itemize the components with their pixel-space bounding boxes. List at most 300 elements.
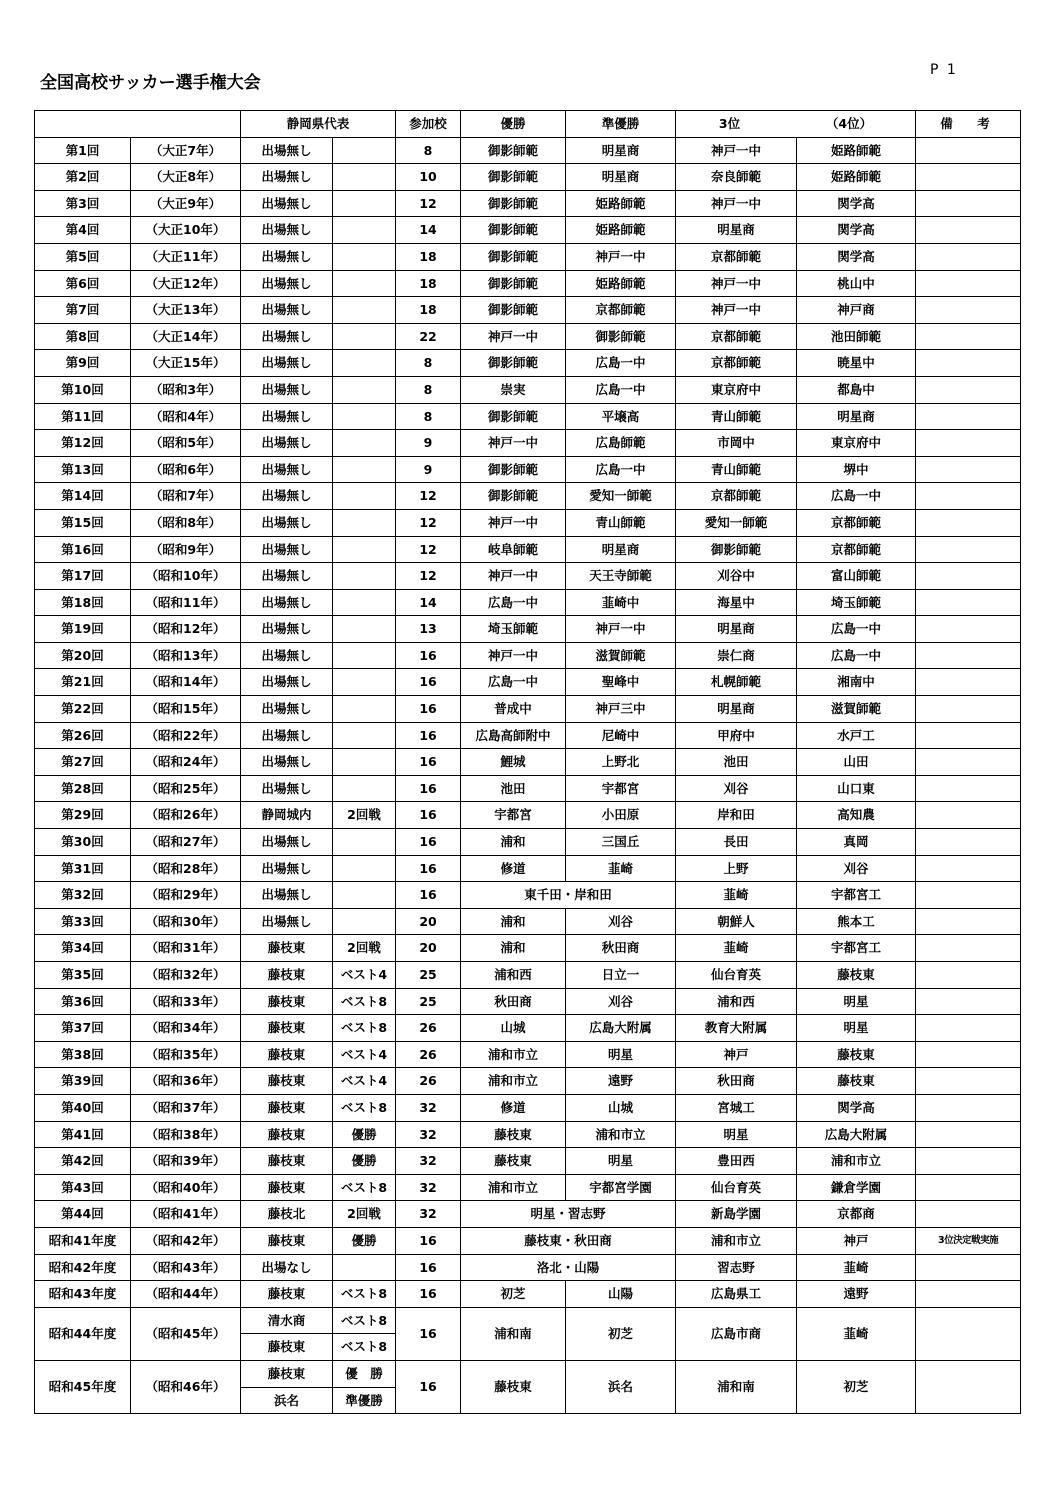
cell-runner-up: 韮崎 — [566, 855, 676, 882]
cell-winner: 鯉城 — [461, 749, 566, 776]
cell-winner-merged: 東千田・岸和田 — [461, 882, 676, 909]
cell-fourth-place: 宇都宮工 — [797, 935, 916, 962]
cell-shizuoka-result: ベスト8 — [333, 1307, 396, 1334]
cell-note — [916, 908, 1021, 935]
cell-fourth-place: 関学高 — [797, 1094, 916, 1121]
cell-winner: 修道 — [461, 1094, 566, 1121]
cell-edition-no: 第5回 — [35, 243, 131, 270]
championship-table — [34, 110, 1021, 1414]
cell-edition-no: 昭和41年度 — [35, 1227, 131, 1254]
cell-note — [916, 722, 1021, 749]
cell-shizuoka-result — [333, 882, 396, 909]
cell-note — [916, 1121, 1021, 1148]
cell-shizuoka-school: 出場無し — [241, 217, 333, 244]
cell-shizuoka-result: 2回戦 — [333, 802, 396, 829]
cell-year: （昭和30年） — [131, 908, 241, 935]
cell-third-place: 市岡中 — [676, 430, 797, 457]
cell-runner-up: 姫路師範 — [566, 270, 676, 297]
cell-shizuoka-school: 出場無し — [241, 297, 333, 324]
cell-team-count: 32 — [396, 1148, 461, 1175]
cell-edition-no: 第9回 — [35, 350, 131, 377]
cell-runner-up: 神戸一中 — [566, 616, 676, 643]
cell-runner-up: 秋田商 — [566, 935, 676, 962]
table-row — [35, 190, 1021, 217]
cell-shizuoka-result — [333, 775, 396, 802]
cell-note — [916, 669, 1021, 696]
header-cell-third-fourth — [676, 111, 916, 138]
table-row — [35, 164, 1021, 191]
cell-shizuoka-result: 準優勝 — [333, 1387, 396, 1414]
cell-fourth-place: 湘南中 — [797, 669, 916, 696]
cell-shizuoka-school: 藤枝東 — [241, 1121, 333, 1148]
cell-runner-up: 尼崎中 — [566, 722, 676, 749]
cell-team-count: 9 — [396, 430, 461, 457]
cell-shizuoka-result — [333, 855, 396, 882]
cell-year: （昭和11年） — [131, 589, 241, 616]
cell-winner: 浦和市立 — [461, 1068, 566, 1095]
cell-shizuoka-school: 藤枝東 — [241, 1148, 333, 1175]
cell-third-place: 上野 — [676, 855, 797, 882]
cell-year: （昭和33年） — [131, 988, 241, 1015]
cell-shizuoka-result: ベスト8 — [333, 1281, 396, 1308]
cell-year: （昭和5年） — [131, 430, 241, 457]
cell-team-count: 14 — [396, 589, 461, 616]
cell-edition-no: 第10回 — [35, 376, 131, 403]
cell-third-place: 新島学園 — [676, 1201, 797, 1228]
cell-winner: 御影師範 — [461, 297, 566, 324]
cell-shizuoka-school: 藤枝東 — [241, 1068, 333, 1095]
cell-note — [916, 829, 1021, 856]
cell-shizuoka-school: 藤枝東 — [241, 1041, 333, 1068]
cell-third-place: 神戸一中 — [676, 190, 797, 217]
cell-team-count: 16 — [396, 722, 461, 749]
cell-shizuoka-result: ベスト8 — [333, 988, 396, 1015]
cell-winner: 御影師範 — [461, 243, 566, 270]
table-row — [35, 696, 1021, 723]
cell-shizuoka-school: 藤枝東 — [241, 1360, 333, 1387]
cell-note — [916, 855, 1021, 882]
cell-note — [916, 1148, 1021, 1175]
cell-shizuoka-school: 出場無し — [241, 829, 333, 856]
table-row — [35, 908, 1021, 935]
cell-winner: 広島一中 — [461, 669, 566, 696]
cell-edition-no: 第40回 — [35, 1094, 131, 1121]
cell-year: （大正15年） — [131, 350, 241, 377]
cell-note — [916, 589, 1021, 616]
cell-note — [916, 749, 1021, 776]
cell-edition-no: 昭和45年度 — [35, 1360, 131, 1413]
table-row — [35, 536, 1021, 563]
table-row — [35, 1068, 1021, 1095]
cell-edition-no: 第28回 — [35, 775, 131, 802]
cell-note — [916, 190, 1021, 217]
table-row — [35, 350, 1021, 377]
cell-winner: 御影師範 — [461, 217, 566, 244]
cell-fourth-place: 韮崎 — [797, 1307, 916, 1360]
cell-shizuoka-school: 出場無し — [241, 589, 333, 616]
cell-note — [916, 988, 1021, 1015]
cell-edition-no: 昭和43年度 — [35, 1281, 131, 1308]
cell-fourth-place: 東京府中 — [797, 430, 916, 457]
cell-shizuoka-school: 藤枝北 — [241, 1201, 333, 1228]
table-row — [35, 1015, 1021, 1042]
cell-fourth-place: 初芝 — [797, 1360, 916, 1413]
cell-shizuoka-result — [333, 297, 396, 324]
table-row — [35, 988, 1021, 1015]
cell-winner: 普成中 — [461, 696, 566, 723]
cell-shizuoka-result — [333, 137, 396, 164]
cell-note — [916, 1094, 1021, 1121]
cell-winner: 御影師範 — [461, 403, 566, 430]
cell-shizuoka-school: 藤枝東 — [241, 1227, 333, 1254]
cell-shizuoka-school: 出場無し — [241, 722, 333, 749]
cell-edition-no: 第6回 — [35, 270, 131, 297]
cell-shizuoka-result — [333, 642, 396, 669]
cell-winner: 藤枝東 — [461, 1121, 566, 1148]
cell-winner: 浦和 — [461, 935, 566, 962]
cell-winner: 神戸一中 — [461, 509, 566, 536]
cell-shizuoka-school: 出場無し — [241, 642, 333, 669]
cell-note — [916, 217, 1021, 244]
cell-edition-no: 第26回 — [35, 722, 131, 749]
cell-runner-up: 宇都宮 — [566, 775, 676, 802]
cell-third-place: 韮崎 — [676, 882, 797, 909]
cell-shizuoka-result — [333, 1254, 396, 1281]
cell-team-count: 9 — [396, 456, 461, 483]
cell-edition-no: 第29回 — [35, 802, 131, 829]
cell-note — [916, 935, 1021, 962]
cell-shizuoka-school: 藤枝東 — [241, 1094, 333, 1121]
cell-note — [916, 775, 1021, 802]
cell-runner-up: 天王寺師範 — [566, 563, 676, 590]
cell-edition-no: 第16回 — [35, 536, 131, 563]
header-fourth-label: （4位） — [825, 116, 873, 131]
cell-shizuoka-school: 藤枝東 — [241, 1015, 333, 1042]
cell-shizuoka-school: 藤枝東 — [241, 1281, 333, 1308]
cell-shizuoka-school: 出場無し — [241, 669, 333, 696]
cell-winner-merged: 明星・習志野 — [461, 1201, 676, 1228]
cell-year: （昭和12年） — [131, 616, 241, 643]
cell-edition-no: 第21回 — [35, 669, 131, 696]
cell-edition-no: 第3回 — [35, 190, 131, 217]
table-row — [35, 1148, 1021, 1175]
cell-note — [916, 509, 1021, 536]
cell-team-count: 16 — [396, 749, 461, 776]
cell-shizuoka-school: 出場無し — [241, 696, 333, 723]
cell-note — [916, 1174, 1021, 1201]
cell-shizuoka-result: 2回戦 — [333, 935, 396, 962]
table-row — [35, 1307, 1021, 1334]
cell-shizuoka-school: 出場無し — [241, 483, 333, 510]
cell-edition-no: 第44回 — [35, 1201, 131, 1228]
cell-fourth-place: 山田 — [797, 749, 916, 776]
cell-year: （昭和13年） — [131, 642, 241, 669]
cell-year: （昭和38年） — [131, 1121, 241, 1148]
cell-shizuoka-result — [333, 376, 396, 403]
cell-shizuoka-result — [333, 350, 396, 377]
table-row — [35, 297, 1021, 324]
cell-third-place: 明星 — [676, 1121, 797, 1148]
table-row — [35, 669, 1021, 696]
cell-year: （昭和6年） — [131, 456, 241, 483]
cell-note — [916, 1201, 1021, 1228]
cell-team-count: 12 — [396, 190, 461, 217]
cell-fourth-place: 関学高 — [797, 217, 916, 244]
cell-third-place: 長田 — [676, 829, 797, 856]
cell-edition-no: 第31回 — [35, 855, 131, 882]
cell-third-place: 仙台育英 — [676, 962, 797, 989]
cell-winner: 修道 — [461, 855, 566, 882]
cell-shizuoka-result: ベスト8 — [333, 1334, 396, 1361]
table-row — [35, 1041, 1021, 1068]
cell-shizuoka-result — [333, 323, 396, 350]
cell-edition-no: 第2回 — [35, 164, 131, 191]
cell-year: （大正13年） — [131, 297, 241, 324]
table-row — [35, 802, 1021, 829]
cell-winner: 浦和 — [461, 908, 566, 935]
cell-winner: 埼玉師範 — [461, 616, 566, 643]
cell-edition-no: 第13回 — [35, 456, 131, 483]
table-row — [35, 456, 1021, 483]
cell-third-place: 教育大附属 — [676, 1015, 797, 1042]
table-row — [35, 775, 1021, 802]
table-row — [35, 589, 1021, 616]
cell-shizuoka-result: 優勝 — [333, 1227, 396, 1254]
cell-note — [916, 323, 1021, 350]
cell-third-place: 京都師範 — [676, 350, 797, 377]
table-row — [35, 483, 1021, 510]
cell-fourth-place: 関学高 — [797, 243, 916, 270]
cell-shizuoka-result: ベスト8 — [333, 1015, 396, 1042]
cell-team-count: 32 — [396, 1201, 461, 1228]
cell-edition-no: 第18回 — [35, 589, 131, 616]
cell-edition-no: 第11回 — [35, 403, 131, 430]
cell-winner: 岐阜師範 — [461, 536, 566, 563]
cell-winner: 藤枝東 — [461, 1360, 566, 1413]
cell-year: （大正9年） — [131, 190, 241, 217]
cell-runner-up: 明星商 — [566, 164, 676, 191]
cell-shizuoka-school: 出場無し — [241, 350, 333, 377]
cell-third-place: 東京府中 — [676, 376, 797, 403]
cell-shizuoka-result — [333, 164, 396, 191]
cell-runner-up: 浜名 — [566, 1360, 676, 1413]
cell-shizuoka-result: 優 勝 — [333, 1360, 396, 1387]
table-row — [35, 1254, 1021, 1281]
championship-table-wrapper — [34, 110, 1020, 1414]
cell-runner-up: 三国丘 — [566, 829, 676, 856]
header-cell-note: 備 考 — [916, 111, 1021, 138]
cell-fourth-place: 明星 — [797, 988, 916, 1015]
cell-shizuoka-result — [333, 456, 396, 483]
cell-team-count: 16 — [396, 1227, 461, 1254]
table-row — [35, 616, 1021, 643]
cell-year: （昭和37年） — [131, 1094, 241, 1121]
cell-third-place: 奈良師範 — [676, 164, 797, 191]
cell-year: （昭和8年） — [131, 509, 241, 536]
table-row — [35, 1094, 1021, 1121]
cell-fourth-place: 広島一中 — [797, 616, 916, 643]
cell-winner: 宇都宮 — [461, 802, 566, 829]
cell-fourth-place: 暁星中 — [797, 350, 916, 377]
cell-third-place: 刈谷中 — [676, 563, 797, 590]
table-row — [35, 1174, 1021, 1201]
cell-note — [916, 616, 1021, 643]
cell-winner: 山城 — [461, 1015, 566, 1042]
cell-edition-no: 第42回 — [35, 1148, 131, 1175]
cell-note — [916, 164, 1021, 191]
header-row — [35, 111, 1021, 138]
cell-year: （昭和44年） — [131, 1281, 241, 1308]
cell-team-count: 16 — [396, 1254, 461, 1281]
cell-winner: 藤枝東 — [461, 1148, 566, 1175]
cell-shizuoka-school: 静岡城内 — [241, 802, 333, 829]
cell-fourth-place: 広島大附属 — [797, 1121, 916, 1148]
cell-shizuoka-result — [333, 616, 396, 643]
table-row — [35, 376, 1021, 403]
cell-year: （昭和3年） — [131, 376, 241, 403]
cell-edition-no: 第19回 — [35, 616, 131, 643]
cell-runner-up: 広島一中 — [566, 376, 676, 403]
cell-edition-no: 第43回 — [35, 1174, 131, 1201]
table-row — [35, 563, 1021, 590]
cell-edition-no: 第38回 — [35, 1041, 131, 1068]
cell-year: （昭和26年） — [131, 802, 241, 829]
cell-team-count: 16 — [396, 775, 461, 802]
cell-edition-no: 第27回 — [35, 749, 131, 776]
cell-shizuoka-school: 出場無し — [241, 882, 333, 909]
cell-note — [916, 802, 1021, 829]
cell-year: （昭和10年） — [131, 563, 241, 590]
cell-shizuoka-school: 出場無し — [241, 403, 333, 430]
cell-note — [916, 243, 1021, 270]
cell-note — [916, 962, 1021, 989]
cell-team-count: 12 — [396, 509, 461, 536]
cell-shizuoka-school: 出場無し — [241, 775, 333, 802]
cell-winner: 浦和市立 — [461, 1041, 566, 1068]
cell-edition-no: 第22回 — [35, 696, 131, 723]
cell-shizuoka-school: 出場無し — [241, 137, 333, 164]
header-cell-runnerup: 準優勝 — [566, 111, 676, 138]
cell-third-place: 浦和西 — [676, 988, 797, 1015]
cell-year: （昭和15年） — [131, 696, 241, 723]
cell-third-place: 明星商 — [676, 616, 797, 643]
cell-year: （昭和31年） — [131, 935, 241, 962]
cell-note — [916, 483, 1021, 510]
cell-third-place: 宮城工 — [676, 1094, 797, 1121]
cell-note — [916, 642, 1021, 669]
cell-third-place: 浦和市立 — [676, 1227, 797, 1254]
table-row — [35, 1201, 1021, 1228]
cell-winner: 御影師範 — [461, 270, 566, 297]
table-row — [35, 1281, 1021, 1308]
cell-fourth-place: 宇都宮工 — [797, 882, 916, 909]
cell-runner-up: 神戸三中 — [566, 696, 676, 723]
cell-shizuoka-school: 出場無し — [241, 536, 333, 563]
cell-shizuoka-school: 出場無し — [241, 749, 333, 776]
cell-winner: 広島高師附中 — [461, 722, 566, 749]
cell-edition-no: 第8回 — [35, 323, 131, 350]
cell-note — [916, 137, 1021, 164]
cell-fourth-place: 広島一中 — [797, 642, 916, 669]
cell-fourth-place: 水戸工 — [797, 722, 916, 749]
cell-shizuoka-result — [333, 563, 396, 590]
cell-team-count: 8 — [396, 350, 461, 377]
cell-edition-no: 第17回 — [35, 563, 131, 590]
cell-note — [916, 1068, 1021, 1095]
cell-runner-up: 広島師範 — [566, 430, 676, 457]
cell-year: （昭和27年） — [131, 829, 241, 856]
cell-team-count: 26 — [396, 1041, 461, 1068]
cell-third-place: 京都師範 — [676, 323, 797, 350]
cell-shizuoka-school: 藤枝東 — [241, 1174, 333, 1201]
cell-year: （大正7年） — [131, 137, 241, 164]
cell-third-place: 京都師範 — [676, 243, 797, 270]
cell-edition-no: 第30回 — [35, 829, 131, 856]
cell-year: （昭和40年） — [131, 1174, 241, 1201]
cell-shizuoka-result: 優勝 — [333, 1121, 396, 1148]
cell-winner: 神戸一中 — [461, 323, 566, 350]
cell-fourth-place: 山口東 — [797, 775, 916, 802]
cell-winner: 御影師範 — [461, 456, 566, 483]
cell-runner-up: 明星商 — [566, 536, 676, 563]
cell-edition-no: 第32回 — [35, 882, 131, 909]
cell-edition-no: 第41回 — [35, 1121, 131, 1148]
cell-year: （昭和43年） — [131, 1254, 241, 1281]
cell-third-place: 朝鮮人 — [676, 908, 797, 935]
cell-team-count: 16 — [396, 696, 461, 723]
cell-shizuoka-result: 2回戦 — [333, 1201, 396, 1228]
cell-note — [916, 1307, 1021, 1360]
cell-fourth-place: 熊本工 — [797, 908, 916, 935]
cell-shizuoka-result: ベスト4 — [333, 1068, 396, 1095]
cell-third-place: 京都師範 — [676, 483, 797, 510]
cell-edition-no: 第4回 — [35, 217, 131, 244]
cell-shizuoka-result — [333, 270, 396, 297]
cell-shizuoka-result — [333, 430, 396, 457]
cell-team-count: 26 — [396, 1068, 461, 1095]
cell-shizuoka-school: 出場無し — [241, 190, 333, 217]
cell-team-count: 14 — [396, 217, 461, 244]
cell-team-count: 16 — [396, 1281, 461, 1308]
table-row — [35, 403, 1021, 430]
cell-runner-up: 明星 — [566, 1041, 676, 1068]
cell-fourth-place: 藤枝東 — [797, 962, 916, 989]
cell-runner-up: 愛知一師範 — [566, 483, 676, 510]
cell-winner: 浦和市立 — [461, 1174, 566, 1201]
cell-shizuoka-school: 出場無し — [241, 164, 333, 191]
cell-year: （昭和45年） — [131, 1307, 241, 1360]
cell-shizuoka-school: 出場無し — [241, 376, 333, 403]
table-row — [35, 1227, 1021, 1254]
cell-team-count: 12 — [396, 536, 461, 563]
cell-shizuoka-result — [333, 669, 396, 696]
cell-third-place: 御影師範 — [676, 536, 797, 563]
cell-team-count: 20 — [396, 908, 461, 935]
cell-team-count: 32 — [396, 1174, 461, 1201]
cell-winner: 秋田商 — [461, 988, 566, 1015]
cell-runner-up: 姫路師範 — [566, 190, 676, 217]
table-row — [35, 935, 1021, 962]
cell-edition-no: 第15回 — [35, 509, 131, 536]
cell-third-place: 甲府中 — [676, 722, 797, 749]
cell-runner-up: 宇都宮学園 — [566, 1174, 676, 1201]
table-row — [35, 1121, 1021, 1148]
cell-year: （昭和46年） — [131, 1360, 241, 1413]
cell-runner-up: 広島一中 — [566, 456, 676, 483]
cell-winner: 浦和 — [461, 829, 566, 856]
cell-team-count: 16 — [396, 669, 461, 696]
cell-note — [916, 1015, 1021, 1042]
